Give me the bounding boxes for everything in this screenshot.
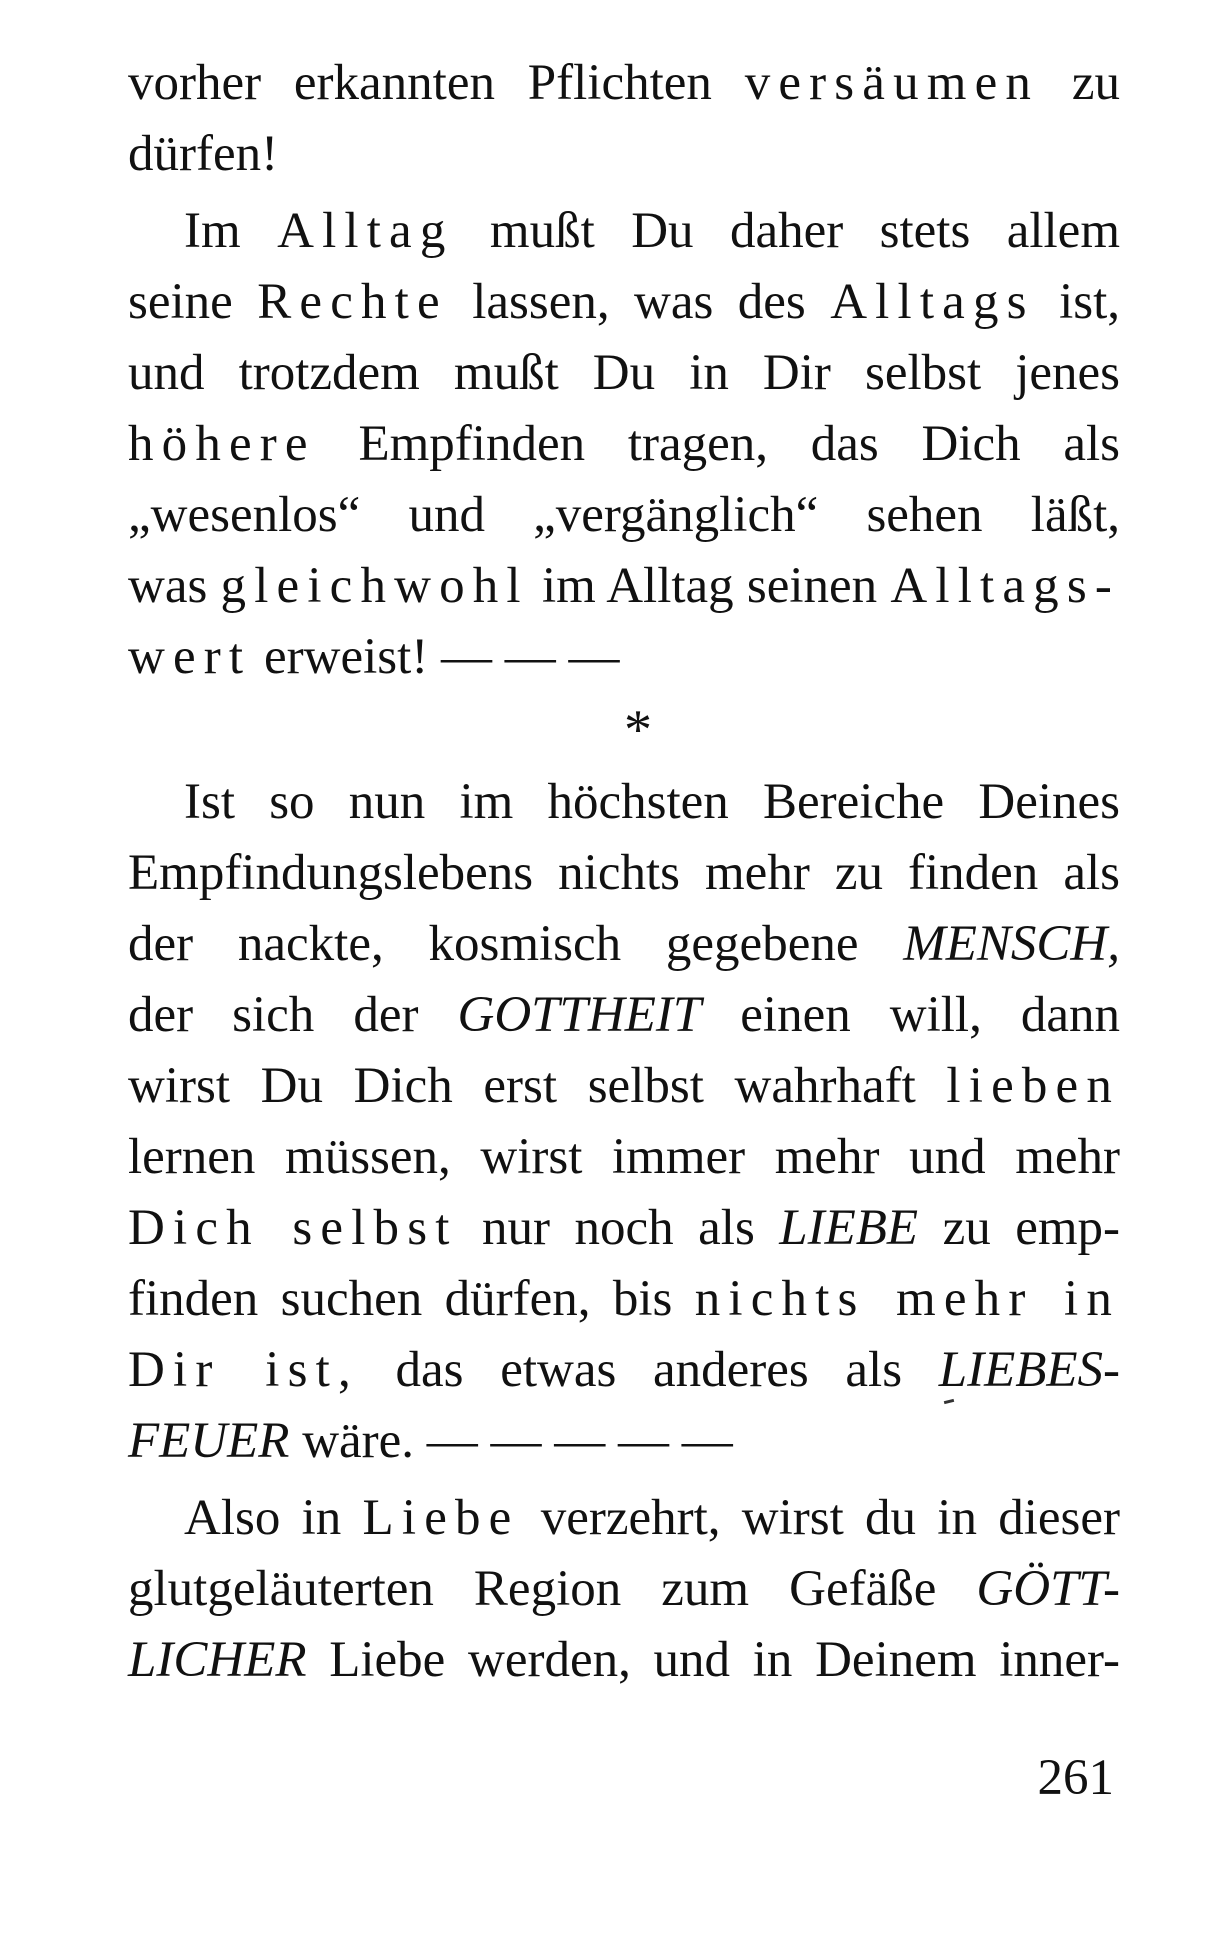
italic-emphasis-text: LIEBE <box>779 1200 919 1256</box>
text-line <box>128 767 1120 838</box>
text-line <box>128 1625 1120 1696</box>
text-run: verzehrt, wirst du in dieser <box>519 1490 1120 1546</box>
text-run: finden suchen dürfen, bis <box>128 1271 695 1327</box>
section-break-asterisk: * <box>624 699 652 761</box>
text-run: der sich der <box>128 987 458 1043</box>
text-run: erweist! — — — <box>251 629 620 685</box>
spaced-emphasis-text: Rechte <box>257 274 448 330</box>
paragraph-1 <box>128 48 1120 190</box>
text-run: seine <box>128 274 258 330</box>
text-run: nur noch als <box>457 1200 780 1256</box>
italic-emphasis-text: FEUER <box>128 1413 290 1469</box>
spaced-emphasis-text: Alltags- <box>890 558 1120 614</box>
text-line <box>128 838 1120 909</box>
text-run: im Alltag seinen <box>528 558 891 614</box>
text-run: was <box>128 558 221 614</box>
text-run: ist, <box>1034 274 1121 330</box>
text-line <box>128 1335 1120 1406</box>
text-line <box>128 267 1120 338</box>
text-line <box>128 1264 1120 1335</box>
spaced-emphasis-text: lieben <box>946 1058 1120 1114</box>
spaced-emphasis-text: Alltags <box>830 274 1035 330</box>
text-line <box>128 1051 1120 1122</box>
text-run: Im <box>184 203 278 259</box>
text-line <box>128 1406 1120 1477</box>
text-run: Also in <box>184 1490 363 1546</box>
text-run: dürfen! <box>128 126 279 182</box>
italic-emphasis-text: LIEBES- <box>938 1342 1121 1398</box>
text-run: mußt Du daher stets allem <box>453 203 1120 259</box>
text-run: lernen müssen, wirst immer mehr und mehr <box>128 1129 1120 1185</box>
text-line <box>128 1193 1120 1264</box>
text-line <box>128 1122 1120 1193</box>
text-run: und trotzdem mußt Du in Dir selbst jenes <box>128 345 1120 401</box>
text-run: einen will, dann <box>701 987 1120 1043</box>
text-line <box>128 480 1120 551</box>
paragraph-4 <box>128 1483 1120 1696</box>
text-run: „wesenlos“ und „vergänglich“ sehen läßt, <box>128 487 1120 543</box>
text-run: wirst Du Dich erst selbst wahrhaft <box>128 1058 947 1114</box>
text-line <box>128 551 1120 622</box>
spaced-emphasis-text: gleichwohl <box>220 558 529 614</box>
italic-emphasis-text: LICHER <box>128 1632 307 1688</box>
text-run: zu <box>1039 55 1120 111</box>
paragraph-2 <box>128 196 1120 693</box>
text-run: Empfinden tragen, das Dich als <box>315 416 1120 472</box>
spaced-emphasis-text: wert <box>128 629 252 685</box>
text-run: Liebe werden, und in Deinem inner- <box>306 1632 1120 1688</box>
text-run: wäre. — — — — — <box>289 1413 733 1469</box>
text-run: lassen, was des <box>447 274 831 330</box>
italic-emphasis-text: GÖTT- <box>976 1561 1120 1617</box>
text-run: vorher erkannten Pflichten <box>128 55 745 111</box>
text-run: der nackte, kosmisch gegebene <box>128 916 904 972</box>
text-run: Empfindungslebens nichts mehr zu finden als <box>128 845 1120 901</box>
text-line <box>128 622 1120 693</box>
italic-emphasis-text: GOTTHEIT <box>457 987 702 1043</box>
text-line <box>128 980 1120 1051</box>
text-line <box>128 338 1120 409</box>
text-line <box>128 196 1120 267</box>
text-line <box>128 48 1120 119</box>
spaced-emphasis-text: Liebe <box>362 1490 520 1546</box>
text-run: Ist so nun im höchsten Bereiche Deines <box>184 774 1120 830</box>
text-line <box>128 119 1120 190</box>
text-line <box>128 1554 1120 1625</box>
text-run: glutgeläuterten Region zum Gefäße <box>128 1561 977 1617</box>
page-number: 261 <box>1037 1750 1114 1806</box>
spaced-emphasis-text: Dir ist, <box>128 1342 359 1398</box>
spaced-emphasis-text: höhere <box>128 416 316 472</box>
paragraph-3 <box>128 767 1120 1477</box>
text-run: zu emp- <box>918 1200 1120 1256</box>
spaced-emphasis-text: Dich selbst <box>128 1200 458 1256</box>
spaced-emphasis-text: Alltag <box>277 203 454 259</box>
text-run: das etwas anderes als <box>358 1342 939 1398</box>
italic-emphasis-text: MENSCH, <box>903 916 1120 972</box>
spaced-emphasis-text: nichts mehr in <box>694 1271 1120 1327</box>
text-line <box>128 409 1120 480</box>
spaced-emphasis-text: versäumen <box>744 55 1040 111</box>
text-line <box>128 909 1120 980</box>
text-line <box>128 1483 1120 1554</box>
book-page <box>128 48 1120 1696</box>
